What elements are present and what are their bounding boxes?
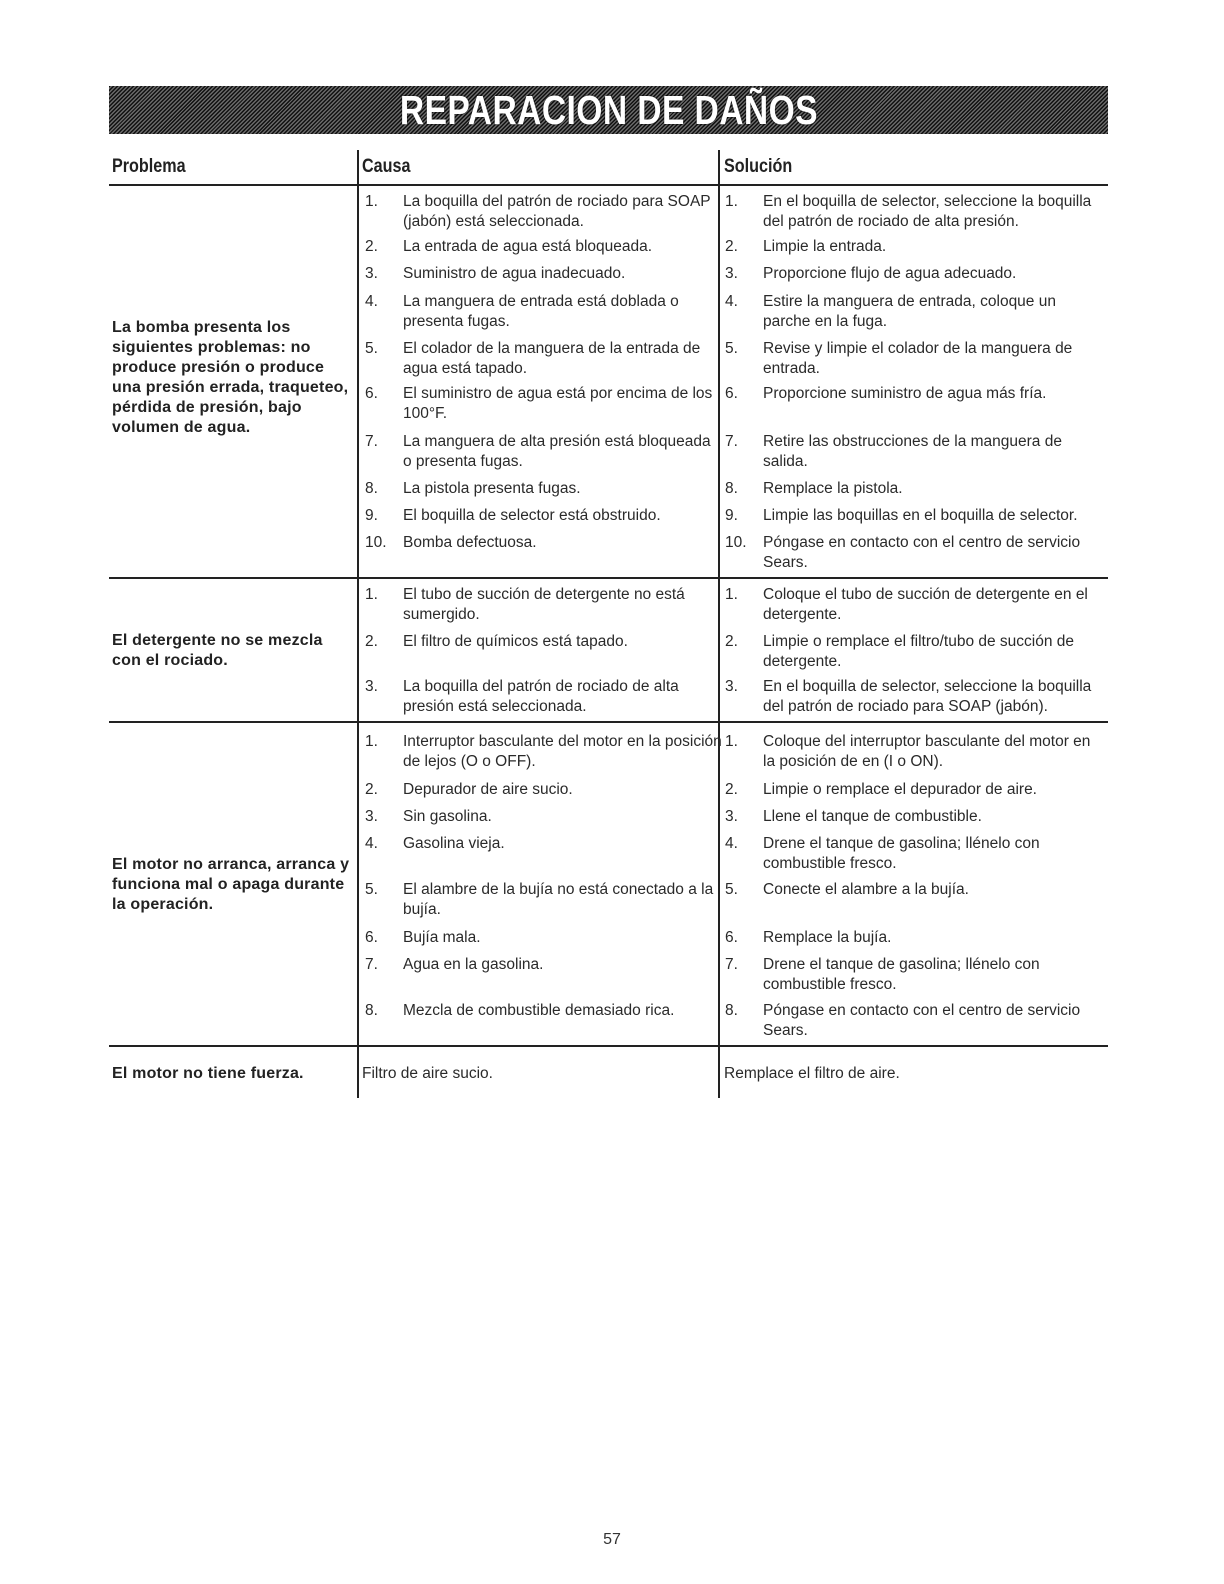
solution-text: Revise y limpie el colador de la manguera de entrada. bbox=[763, 340, 1073, 377]
cause-number: 8. bbox=[365, 1002, 378, 1019]
cause-text: Bujía mala. bbox=[403, 929, 481, 946]
solution-number: 3. bbox=[725, 808, 738, 825]
solution-number: 3. bbox=[725, 678, 738, 695]
cause-text: El boquilla de selector está obstruido. bbox=[403, 507, 661, 524]
solution-number: 4. bbox=[725, 835, 738, 852]
header-causa: Causa bbox=[362, 156, 411, 177]
cause-number: 4. bbox=[365, 835, 378, 852]
cause-number: 3. bbox=[365, 678, 378, 695]
cause-number: 3. bbox=[365, 265, 378, 282]
header-problema: Problema bbox=[112, 156, 186, 177]
cause-text: El colador de la manguera de la entrada de agua está tapado. bbox=[403, 340, 701, 377]
cause-text: Agua en la gasolina. bbox=[403, 956, 544, 973]
cause-text: La manguera de entrada está doblada o presenta fugas. bbox=[403, 293, 679, 330]
cause-number: 7. bbox=[365, 956, 378, 973]
cause-number: 1. bbox=[365, 193, 378, 210]
cause-number: 2. bbox=[365, 781, 378, 798]
cause-text: El tubo de succión de detergente no está sumergido. bbox=[403, 586, 685, 623]
solution-text: Drene el tanque de gasolina; llénelo con combustible fresco. bbox=[763, 835, 1040, 872]
cause-number: 9. bbox=[365, 507, 378, 524]
solution-text: Remplace la pistola. bbox=[763, 480, 903, 497]
solution-text: Limpie o remplace el depurador de aire. bbox=[763, 781, 1037, 798]
solution-number: 6. bbox=[725, 929, 738, 946]
solution-text: Coloque del interruptor basculante del motor en la posición de en (I o ON). bbox=[763, 733, 1091, 770]
cause-number: 4. bbox=[365, 293, 378, 310]
solution-number: 8. bbox=[725, 480, 738, 497]
solution-number: 6. bbox=[725, 385, 738, 402]
cause-number: 3. bbox=[365, 808, 378, 825]
solution-text: Remplace el filtro de aire. bbox=[724, 1065, 900, 1082]
solution-text: Limpie las boquillas en el boquilla de selector. bbox=[763, 507, 1078, 524]
cause-text: Filtro de aire sucio. bbox=[362, 1065, 493, 1082]
cause-text: Gasolina vieja. bbox=[403, 835, 505, 852]
solution-text: En el boquilla de selector, seleccione la boquilla del patrón de rociado para SOAP (jabón). bbox=[763, 678, 1092, 715]
column-divider bbox=[357, 150, 359, 1098]
solution-text: Limpie la entrada. bbox=[763, 238, 887, 255]
page-title: REPARACION DE DAÑOS bbox=[399, 86, 818, 133]
solution-number: 2. bbox=[725, 238, 738, 255]
cause-text: El filtro de químicos está tapado. bbox=[403, 633, 628, 650]
solution-number: 2. bbox=[725, 781, 738, 798]
header-divider bbox=[109, 184, 1108, 186]
cause-text: La entrada de agua está bloqueada. bbox=[403, 238, 653, 255]
cause-text: Bomba defectuosa. bbox=[403, 534, 537, 551]
cause-text: El alambre de la bujía no está conectado a la bujía. bbox=[403, 881, 714, 918]
cause-text: La manguera de alta presión está bloqueada o presenta fugas. bbox=[403, 433, 711, 470]
solution-text: Remplace la bujía. bbox=[763, 929, 892, 946]
cause-text: Interruptor basculante del motor en la posición de lejos (O o OFF). bbox=[403, 733, 722, 770]
cause-number: 6. bbox=[365, 385, 378, 402]
solution-number: 8. bbox=[725, 1002, 738, 1019]
cause-text: La boquilla del patrón de rociado de alta presión está seleccionada. bbox=[403, 678, 679, 715]
solution-number: 1. bbox=[725, 733, 738, 750]
solution-number: 1. bbox=[725, 586, 738, 603]
problem-text: El motor no arranca, arranca y funciona mal o apaga durante la operación. bbox=[112, 856, 350, 913]
title-banner bbox=[109, 86, 1108, 134]
solution-number: 1. bbox=[725, 193, 738, 210]
cause-text: La pistola presenta fugas. bbox=[403, 480, 581, 497]
solution-text: Llene el tanque de combustible. bbox=[763, 808, 982, 825]
cause-text: Mezcla de combustible demasiado rica. bbox=[403, 1002, 675, 1019]
solution-number: 4. bbox=[725, 293, 738, 310]
cause-text: El suministro de agua está por encima de los 100°F. bbox=[403, 385, 713, 422]
row-divider bbox=[109, 577, 1108, 579]
solution-number: 7. bbox=[725, 433, 738, 450]
solution-number: 10. bbox=[725, 534, 747, 551]
solution-text: Drene el tanque de gasolina; llénelo con combustible fresco. bbox=[763, 956, 1040, 993]
cause-text: La boquilla del patrón de rociado para SOAP (jabón) está seleccionada. bbox=[403, 193, 711, 230]
row-divider bbox=[109, 721, 1108, 723]
cause-number: 10. bbox=[365, 534, 387, 551]
cause-number: 8. bbox=[365, 480, 378, 497]
solution-text: Coloque el tubo de succión de detergente en el detergente. bbox=[763, 586, 1088, 623]
solution-number: 5. bbox=[725, 881, 738, 898]
cause-number: 1. bbox=[365, 586, 378, 603]
cause-number: 7. bbox=[365, 433, 378, 450]
solution-number: 2. bbox=[725, 633, 738, 650]
solution-text: Póngase en contacto con el centro de servicio Sears. bbox=[763, 1002, 1081, 1039]
cause-number: 5. bbox=[365, 881, 378, 898]
cause-number: 2. bbox=[365, 633, 378, 650]
cause-number: 6. bbox=[365, 929, 378, 946]
solution-text: Proporcione suministro de agua más fría. bbox=[763, 385, 1047, 402]
cause-number: 1. bbox=[365, 733, 378, 750]
cause-text: Sin gasolina. bbox=[403, 808, 492, 825]
solution-text: Retire las obstrucciones de la manguera de salida. bbox=[763, 433, 1062, 470]
problem-text: El motor no tiene fuerza. bbox=[112, 1065, 304, 1082]
solution-number: 7. bbox=[725, 956, 738, 973]
cause-number: 2. bbox=[365, 238, 378, 255]
solution-number: 3. bbox=[725, 265, 738, 282]
solution-text: Póngase en contacto con el centro de servicio Sears. bbox=[763, 534, 1081, 571]
header-solucion: Solución bbox=[724, 156, 793, 177]
cause-text: Suministro de agua inadecuado. bbox=[403, 265, 626, 282]
problem-text: El detergente no se mezcla con el rociado. bbox=[112, 632, 323, 669]
solution-text: Conecte el alambre a la bujía. bbox=[763, 881, 969, 898]
cause-number: 5. bbox=[365, 340, 378, 357]
solution-text: Proporcione flujo de agua adecuado. bbox=[763, 265, 1017, 282]
solution-text: Estire la manguera de entrada, coloque un parche en la fuga. bbox=[763, 293, 1056, 330]
solution-text: En el boquilla de selector, seleccione la boquilla del patrón de rociado de alta presión. bbox=[763, 193, 1092, 230]
row-divider bbox=[109, 1045, 1108, 1047]
page-number: 57 bbox=[603, 1531, 621, 1548]
solution-text: Limpie o remplace el filtro/tubo de succión de detergente. bbox=[763, 633, 1075, 670]
cause-text: Depurador de aire sucio. bbox=[403, 781, 573, 798]
solution-number: 5. bbox=[725, 340, 738, 357]
solution-number: 9. bbox=[725, 507, 738, 524]
problem-text: La bomba presenta los siguientes problemas: no produce presión o produce una presión errada, traqueteo, pérdida de presión, bajo volumen de agua. bbox=[112, 319, 349, 436]
